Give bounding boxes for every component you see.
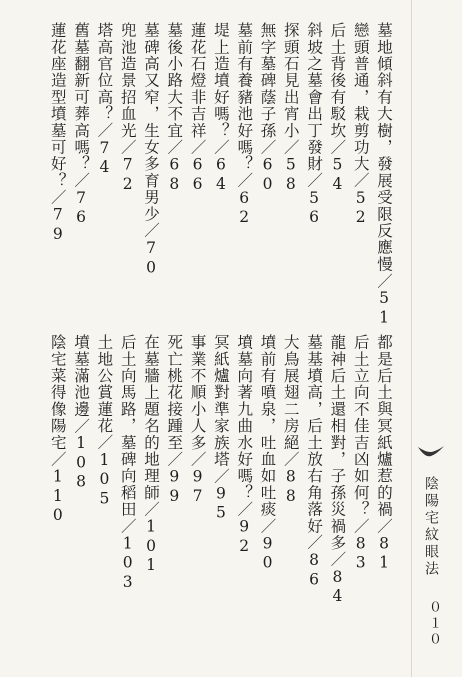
toc-entry xyxy=(142,334,160,575)
toc-entry xyxy=(352,22,370,227)
toc-entry-title: 墳前有噴泉，吐血如吐痰 xyxy=(258,334,277,518)
toc-entry-title: 后土向馬路，墓碑向稻田 xyxy=(118,334,137,518)
toc-entry-title: 蓮花石燈非吉祥 xyxy=(188,22,207,139)
toc-entry-page: 66 xyxy=(188,155,207,195)
toc-entry-title: 蓮花座造型墳墓可好？ xyxy=(48,22,67,189)
toc-entry xyxy=(328,22,346,194)
toc-slash-separator: ／ xyxy=(235,501,254,518)
toc-entry-title: 探頭石見出宵小 xyxy=(281,22,300,139)
toc-entry xyxy=(189,334,207,506)
toc-entry xyxy=(119,334,137,592)
toc-entry-title: 墳墓滿池邊 xyxy=(72,334,91,418)
toc-entry-page: 58 xyxy=(281,155,300,195)
toc-entry xyxy=(95,22,113,177)
toc-entry xyxy=(375,22,393,328)
toc-entry xyxy=(235,334,253,556)
toc-slash-separator: ／ xyxy=(165,138,184,156)
toc-entry-page: 79 xyxy=(48,205,67,245)
toc-entry-title: 墳墓向著九曲水好嗎？ xyxy=(235,334,254,501)
toc-entry-page: 86 xyxy=(305,551,324,590)
toc-slash-separator: ／ xyxy=(188,138,207,156)
toc-entry-title: 龍神后土還相對，子孫災禍多 xyxy=(328,334,347,552)
toc-entry xyxy=(375,334,393,573)
toc-entry-title: 陰宅菜得像陽宅 xyxy=(48,334,67,451)
toc-slash-separator: ／ xyxy=(258,517,277,535)
toc-entry-page: 76 xyxy=(72,189,91,228)
toc-entry-page: 68 xyxy=(165,155,184,195)
toc-slash-separator: ／ xyxy=(211,467,230,485)
toc-entry-page: 62 xyxy=(235,189,254,228)
toc-entry-page: 51 xyxy=(375,289,393,328)
toc-slash-separator: ／ xyxy=(211,138,230,156)
toc-entry xyxy=(305,22,323,227)
page-number: ０１０ xyxy=(426,600,441,648)
toc-entry-page: 72 xyxy=(118,155,137,195)
toc-entry-title: 墓基墳高，后土放右角落好 xyxy=(305,334,324,535)
toc-slash-separator: ／ xyxy=(305,534,324,552)
toc-entry-page: 74 xyxy=(95,138,114,178)
toc-entry xyxy=(259,334,277,573)
toc-entry xyxy=(72,22,90,227)
toc-slash-separator: ／ xyxy=(165,450,184,468)
toc-slash-separator: ／ xyxy=(375,272,393,290)
toc-entry-page: 105 xyxy=(95,450,114,509)
toc-entry-title: 冥紙爐對準家族塔 xyxy=(211,334,230,468)
toc-entry-page: 54 xyxy=(328,155,347,195)
toc-entry-page: 101 xyxy=(142,517,160,576)
toc-entry xyxy=(305,334,323,590)
toc-entry-title: 事業不順小人多 xyxy=(188,334,207,451)
toc-slash-separator: ／ xyxy=(235,172,254,190)
toc-entry-title: 土地公賞蓮花 xyxy=(95,334,114,435)
toc-slash-separator: ／ xyxy=(351,517,370,535)
toc-slash-separator: ／ xyxy=(328,138,347,156)
toc-entry xyxy=(235,22,253,227)
toc-entry-title: 后土背後有駁坎 xyxy=(328,22,347,139)
toc-entry-page: 108 xyxy=(72,434,91,492)
toc-entry xyxy=(259,22,277,194)
toc-entry xyxy=(49,22,67,244)
toc-slash-separator: ／ xyxy=(281,450,300,468)
toc-slash-separator: ／ xyxy=(328,551,347,568)
toc-slash-separator: ／ xyxy=(375,517,393,535)
toc-slash-separator: ／ xyxy=(72,172,91,190)
toc-entry xyxy=(212,334,230,523)
running-head: 陰陽宅紋眼法 xyxy=(423,476,439,578)
toc-slash-separator: ／ xyxy=(142,222,160,240)
toc-entry-title: 無字墓碑蔭子孫 xyxy=(258,22,277,139)
toc-slash-separator: ／ xyxy=(118,517,137,535)
toc-entry-page: 110 xyxy=(48,467,67,526)
toc-entry xyxy=(165,334,183,506)
toc-entry-title: 后土立向不佳吉凶如何？ xyxy=(351,334,370,518)
toc-entry xyxy=(95,334,113,509)
toc-slash-separator: ／ xyxy=(188,450,207,468)
toc-entry xyxy=(119,22,137,194)
toc-entry-page: 70 xyxy=(142,239,160,278)
toc-entry-title: 兜池造景招血光 xyxy=(118,22,137,139)
toc-entry-page: 60 xyxy=(258,155,277,195)
toc-entry-page: 56 xyxy=(305,189,324,228)
toc-entry-page: 52 xyxy=(351,189,370,228)
toc-slash-separator: ／ xyxy=(281,138,300,156)
toc-entry xyxy=(165,22,183,194)
toc-entry-title: 在墓牆上題名的地理師 xyxy=(142,334,160,501)
toc-entry-page: 81 xyxy=(375,534,393,573)
toc-slash-separator: ／ xyxy=(258,138,277,156)
toc-entry xyxy=(49,334,67,525)
toc-entry-page: 99 xyxy=(165,467,184,507)
toc-entry-page: 92 xyxy=(235,517,254,557)
toc-entry-title: 死亡桃花接踵至 xyxy=(165,334,184,451)
toc-slash-separator: ／ xyxy=(142,501,160,518)
toc-entry-title: 墓地傾斜有大樹，發展受限反應慢 xyxy=(375,22,393,273)
toc-entry-page: 64 xyxy=(211,155,230,195)
toc-entry-page: 88 xyxy=(281,467,300,507)
toc-entry-page: 83 xyxy=(351,534,370,573)
bird-ornament-icon xyxy=(417,444,445,460)
toc-entry xyxy=(189,22,207,194)
toc-slash-separator: ／ xyxy=(351,172,370,190)
toc-entry xyxy=(282,334,300,506)
toc-slash-separator: ／ xyxy=(48,189,67,206)
toc-entry-page: 103 xyxy=(118,534,137,593)
toc-slash-separator: ／ xyxy=(72,417,91,435)
toc-entry-title: 塔高官位高？ xyxy=(95,22,114,123)
toc-entry-title: 斜坡之墓會出丁發財 xyxy=(305,22,324,173)
toc-entry-title: 戀頭普通，栽剪功大 xyxy=(351,22,370,173)
toc-entry xyxy=(212,22,230,194)
toc-entry-title: 大鳥展翅二房絕 xyxy=(281,334,300,451)
toc-entry-page: 97 xyxy=(188,467,207,507)
toc-entry xyxy=(328,334,346,606)
toc-slash-separator: ／ xyxy=(95,122,114,139)
toc-entry-title: 墓後小路大不宜 xyxy=(165,22,184,139)
toc-slash-separator: ／ xyxy=(48,450,67,468)
toc-entry-title: 堤上造墳好嗎？ xyxy=(211,22,230,139)
toc-entry-title: 舊墓翻新可葬高嗎？ xyxy=(72,22,91,173)
toc-entry-page: 84 xyxy=(328,567,347,607)
toc-entry xyxy=(142,22,160,278)
toc-slash-separator: ／ xyxy=(305,172,324,190)
toc-entry-title: 墓前有養豬池好嗎？ xyxy=(235,22,254,173)
page-divider xyxy=(411,0,412,677)
toc-entry-title: 墓碑高又窄，生女多育男少 xyxy=(142,22,160,223)
toc-slash-separator: ／ xyxy=(95,434,114,451)
toc-entry xyxy=(72,334,90,492)
toc-entry-page: 95 xyxy=(211,484,230,523)
toc-slash-separator: ／ xyxy=(118,138,137,156)
toc-entry xyxy=(282,22,300,194)
toc-entry-title: 都是后土與冥紙爐惹的禍 xyxy=(375,334,393,518)
toc-entry-page: 90 xyxy=(258,534,277,573)
toc-entry xyxy=(352,334,370,573)
